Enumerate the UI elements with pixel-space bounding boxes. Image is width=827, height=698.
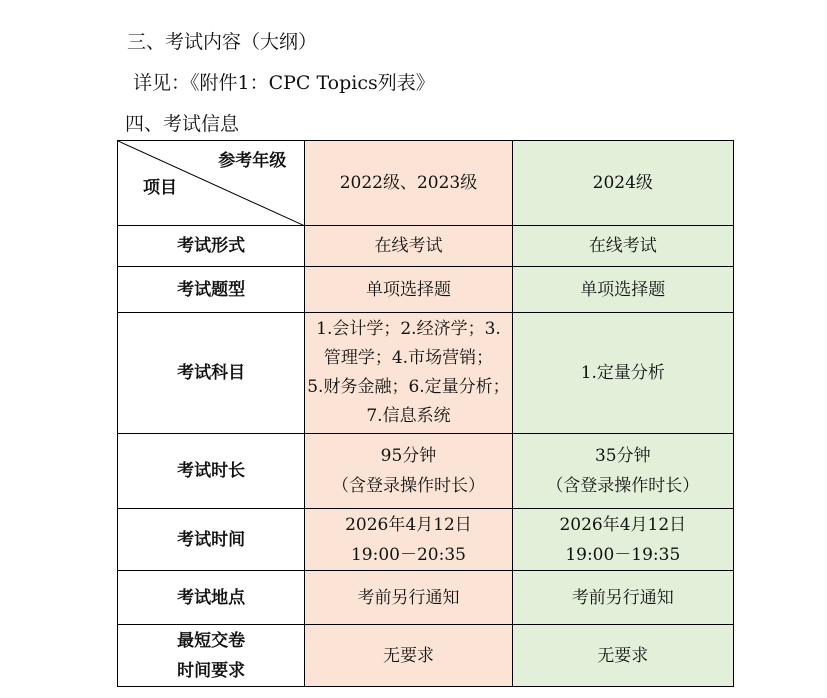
item-header-label: 项目 xyxy=(143,178,177,198)
exam-date: 2026年4月12日 xyxy=(345,514,472,535)
row-label-line: 时间要求 xyxy=(177,660,246,681)
exam-format-2022-2023: 在线考试 xyxy=(305,226,512,267)
duration-value: 95分钟 xyxy=(380,446,437,466)
location-2022-2023: 考前另行通知 xyxy=(305,571,512,625)
row-label xyxy=(118,625,305,687)
subjects-2024: 1.定量分析 xyxy=(512,313,733,434)
duration-2024 xyxy=(512,434,733,509)
exam-time-range: 19:00－19:35 xyxy=(565,544,681,565)
grade-header-label: 参考年级 xyxy=(218,151,287,171)
table-row xyxy=(118,226,734,267)
grade-2022-2023-header: 2022级、2023级 xyxy=(305,141,512,226)
syllabus-reference: 详见：《附件1：CPC Topics列表》 xyxy=(133,72,435,94)
exam-time-2022-2023 xyxy=(305,509,512,571)
table-row xyxy=(118,509,734,571)
subject-line: 管理学；4.市场营销； xyxy=(323,348,494,368)
subject-line: 5.财务金融；6.定量分析； xyxy=(307,377,510,397)
subject-line: 7.信息系统 xyxy=(366,406,451,426)
subject-line: 1.会计学；2.经济学；3. xyxy=(316,319,501,339)
exam-date: 2026年4月12日 xyxy=(559,514,687,535)
row-label: 考试时间 xyxy=(118,509,305,571)
duration-2022-2023 xyxy=(305,434,512,509)
question-type-2024: 单项选择题 xyxy=(512,267,733,313)
min-submit-time-2022-2023: 无要求 xyxy=(305,625,512,687)
exam-time-range: 19:00－20:35 xyxy=(350,544,466,565)
row-label: 考试时长 xyxy=(118,434,305,509)
exam-format-2024: 在线考试 xyxy=(512,226,733,267)
subjects-2022-2023 xyxy=(305,313,512,434)
row-label: 考试题型 xyxy=(118,267,305,313)
section-4-heading: 四、考试信息 xyxy=(125,113,240,135)
min-submit-time-2024: 无要求 xyxy=(512,625,733,687)
duration-note: （含登录操作时长） xyxy=(546,476,700,496)
question-type-2022-2023: 单项选择题 xyxy=(305,267,512,313)
diagonal-header-cell xyxy=(118,141,305,226)
table-row xyxy=(118,313,734,434)
section-3-heading: 三、考试内容（大纲） xyxy=(127,31,318,53)
duration-note: （含登录操作时长） xyxy=(331,476,485,496)
exam-time-2024 xyxy=(512,509,733,571)
grade-2024-header: 2024级 xyxy=(512,141,733,226)
table-header-row xyxy=(118,141,734,226)
location-2024: 考前另行通知 xyxy=(512,571,733,625)
row-label: 考试形式 xyxy=(118,226,305,267)
table-row xyxy=(118,434,734,509)
duration-value: 35分钟 xyxy=(594,446,651,466)
table-row xyxy=(118,267,734,313)
exam-info-table xyxy=(117,140,734,687)
table-row xyxy=(118,625,734,687)
table-row xyxy=(118,571,734,625)
row-label: 考试科目 xyxy=(118,313,305,434)
row-label: 考试地点 xyxy=(118,571,305,625)
row-label-line: 最短交卷 xyxy=(177,630,246,651)
